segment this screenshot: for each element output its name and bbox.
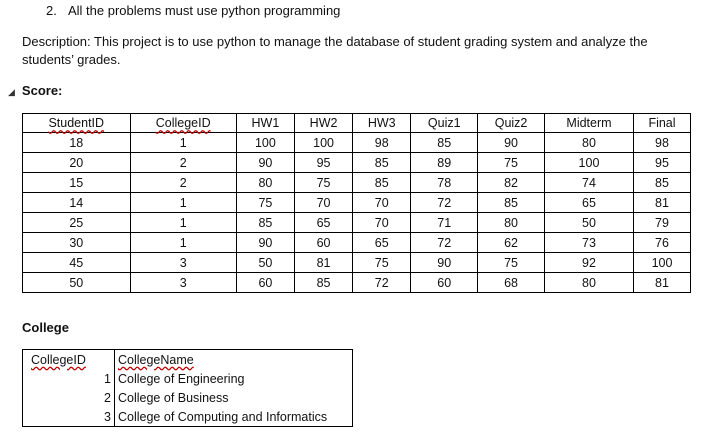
table-cell: 75 xyxy=(294,173,352,193)
table-cell: 15 xyxy=(23,173,131,193)
table-cell: 25 xyxy=(23,213,131,233)
table-row xyxy=(23,153,691,173)
table-cell: 68 xyxy=(478,273,545,293)
table-cell: 71 xyxy=(411,213,478,233)
table-cell: 1 xyxy=(23,369,115,388)
table-cell: 75 xyxy=(478,253,545,273)
score-header-cell: CollegeID xyxy=(130,114,236,133)
table-row xyxy=(23,193,691,213)
table-cell: 72 xyxy=(411,193,478,213)
table-cell: 80 xyxy=(236,173,294,193)
table-cell: 76 xyxy=(633,233,690,253)
college-header-cell xyxy=(23,350,115,370)
table-cell: 85 xyxy=(353,153,411,173)
project-description: Description: This project is to use python to manage the database of student grading system and analyze the students’ grades. xyxy=(22,34,648,67)
table-cell: 65 xyxy=(353,233,411,253)
table-cell: 2 xyxy=(130,153,236,173)
table-cell: College of Engineering xyxy=(115,369,353,388)
table-cell: 82 xyxy=(478,173,545,193)
college-header-text: CollegeName xyxy=(118,352,194,367)
score-header-cell: HW1 xyxy=(236,114,294,133)
problem-text: All the problems must use python programming xyxy=(68,3,341,18)
table-cell: 62 xyxy=(478,233,545,253)
table-cell: 20 xyxy=(23,153,131,173)
table-cell: 100 xyxy=(633,253,690,273)
table-row xyxy=(23,388,353,407)
score-header-cell: HW2 xyxy=(294,114,352,133)
table-cell: College of Business xyxy=(115,388,353,407)
table-cell: 1 xyxy=(130,233,236,253)
table-cell: 74 xyxy=(544,173,633,193)
table-cell: 89 xyxy=(411,153,478,173)
table-row xyxy=(23,133,691,153)
table-cell: 60 xyxy=(411,273,478,293)
table-row xyxy=(23,253,691,273)
table-cell: 3 xyxy=(130,273,236,293)
table-cell: 85 xyxy=(353,173,411,193)
score-header-cell: Quiz1 xyxy=(411,114,478,133)
table-cell: 90 xyxy=(236,153,294,173)
table-cell: 80 xyxy=(544,133,633,153)
score-header-row xyxy=(23,114,691,133)
table-cell: 85 xyxy=(294,273,352,293)
table-cell: 50 xyxy=(544,213,633,233)
table-cell: 30 xyxy=(23,233,131,253)
table-cell: 65 xyxy=(544,193,633,213)
table-cell: 75 xyxy=(353,253,411,273)
table-cell: 72 xyxy=(411,233,478,253)
table-cell: 70 xyxy=(353,193,411,213)
score-header-cell: Final xyxy=(633,114,690,133)
table-cell: 100 xyxy=(294,133,352,153)
table-cell: 2 xyxy=(23,388,115,407)
table-cell: 90 xyxy=(411,253,478,273)
problem-line xyxy=(46,3,340,18)
table-cell: 100 xyxy=(236,133,294,153)
score-section-heading[interactable] xyxy=(8,83,62,98)
table-cell: 18 xyxy=(23,133,131,153)
score-header-cell: StudentID xyxy=(23,114,131,133)
table-cell: 2 xyxy=(130,173,236,193)
table-cell: 14 xyxy=(23,193,131,213)
table-cell: 50 xyxy=(23,273,131,293)
score-header-cell: Midterm xyxy=(544,114,633,133)
college-header-row xyxy=(23,350,353,370)
table-cell: 90 xyxy=(478,133,545,153)
table-cell: 81 xyxy=(294,253,352,273)
table-cell: 95 xyxy=(294,153,352,173)
table-cell: 73 xyxy=(544,233,633,253)
table-cell: 72 xyxy=(353,273,411,293)
score-header-cell: Quiz2 xyxy=(478,114,545,133)
college-heading: College xyxy=(22,320,69,335)
table-cell: 95 xyxy=(633,153,690,173)
table-cell: 85 xyxy=(236,213,294,233)
college-header-text: CollegeID xyxy=(31,352,86,367)
table-row xyxy=(23,213,691,233)
table-row xyxy=(23,273,691,293)
table-cell: 3 xyxy=(23,407,115,427)
collapse-triangle-icon[interactable]: ◢ xyxy=(8,87,15,97)
table-row xyxy=(23,369,353,388)
table-cell: 50 xyxy=(236,253,294,273)
college-header-cell xyxy=(115,350,353,370)
table-cell: 80 xyxy=(478,213,545,233)
table-cell: 79 xyxy=(633,213,690,233)
problem-number: 2. xyxy=(46,3,57,18)
score-table xyxy=(22,113,691,293)
table-row xyxy=(23,233,691,253)
table-row xyxy=(23,407,353,427)
table-cell: 81 xyxy=(633,193,690,213)
table-cell: 85 xyxy=(633,173,690,193)
table-cell: 60 xyxy=(236,273,294,293)
table-cell: 92 xyxy=(544,253,633,273)
table-cell: 70 xyxy=(353,213,411,233)
score-label: Score: xyxy=(21,83,63,98)
table-cell: 1 xyxy=(130,193,236,213)
table-cell: 70 xyxy=(294,193,352,213)
table-cell: 100 xyxy=(544,153,633,173)
table-cell: 45 xyxy=(23,253,131,273)
table-cell: 1 xyxy=(130,213,236,233)
table-cell: 85 xyxy=(478,193,545,213)
table-cell: 90 xyxy=(236,233,294,253)
table-cell: 78 xyxy=(411,173,478,193)
table-cell: 60 xyxy=(294,233,352,253)
table-cell: 81 xyxy=(633,273,690,293)
table-row xyxy=(23,173,691,193)
score-header-cell: HW3 xyxy=(353,114,411,133)
table-cell: 3 xyxy=(130,253,236,273)
table-cell: 85 xyxy=(411,133,478,153)
table-cell: 98 xyxy=(633,133,690,153)
table-cell: 98 xyxy=(353,133,411,153)
college-table xyxy=(22,349,353,427)
table-cell: 1 xyxy=(130,133,236,153)
table-cell: 75 xyxy=(236,193,294,213)
table-cell: College of Computing and Informatics xyxy=(115,407,353,427)
table-cell: 75 xyxy=(478,153,545,173)
table-cell: 80 xyxy=(544,273,633,293)
table-cell: 65 xyxy=(294,213,352,233)
